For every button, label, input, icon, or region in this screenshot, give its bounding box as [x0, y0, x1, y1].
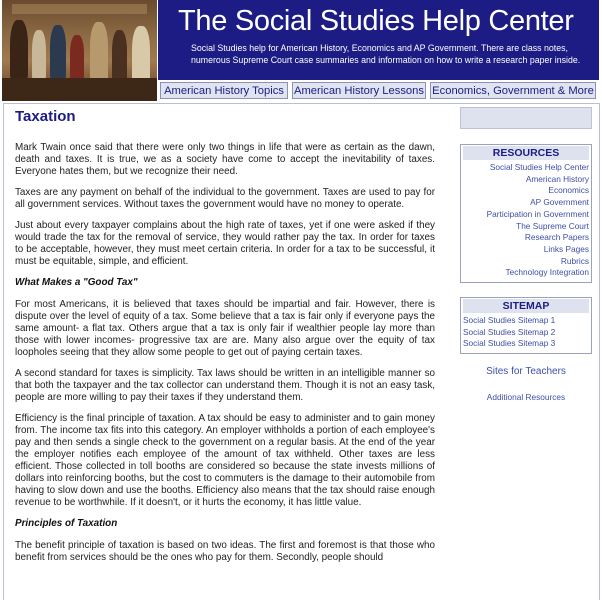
article-paragraph: Just about every taxpayer complains about the high rate of taxes, yet if one were asked if they would trade the tax for the removal of service, they would rather pay the tax. In order for taxes to be acceptable, however, they must meet certain criteria. In order for a tax to be successful, it must be equitable, simple, and efficient. [15, 220, 435, 267]
article-subheading: Principles of Taxation [15, 518, 118, 529]
resource-link-rubrics[interactable]: Rubrics [560, 255, 589, 266]
resource-link-research-papers[interactable]: Research Papers [524, 232, 589, 243]
site-title[interactable]: The Social Studies Help Center [178, 5, 574, 37]
resource-link-american-history[interactable]: American History [525, 173, 589, 184]
resource-link-social-studies-help-center[interactable]: Social Studies Help Center [489, 162, 589, 172]
sitemap-panel [460, 297, 592, 354]
search-input[interactable] [460, 107, 592, 129]
sitemap-link-2[interactable]: Social Studies Sitemap 2 [463, 326, 556, 337]
article [15, 108, 435, 573]
sites-for-teachers-link[interactable]: Sites for Teachers [486, 366, 566, 378]
additional-resources-link[interactable]: Additional Resources [486, 392, 566, 403]
article-subheading: What Makes a "Good Tax" [15, 277, 138, 288]
article-paragraph: The benefit principle of taxation is based on two ideas. The first and foremost is that those who benefit from services should be the ones who pay for them. Secondly, people should [15, 540, 435, 563]
article-paragraph: A second standard for taxes is simplicity. Tax laws should be written in an intelligible manner so that both the taxpayer and the tax collector can understand them. Though it is not an easy task, people are more willing to pay their taxes if they understand them. [15, 368, 435, 403]
title-banner [158, 0, 599, 80]
resources-title: RESOURCES [463, 146, 589, 160]
sidebar [460, 107, 592, 402]
site-description: Social Studies help for American History, Economics and AP Government. There are class notes, numerous Supreme Court case summaries and information on how to write a research paper inside. [191, 43, 581, 65]
resource-link-economics[interactable]: Economics [548, 185, 589, 196]
article-paragraph: Mark Twain once said that there were only two things in life that were as certain as the dawn, death and taxes. It is true, we as a society have come to accept the inevitability of taxes. Everyone hates them, but we recognize their need. [15, 142, 435, 177]
nav-american-history-lessons[interactable]: American History Lessons [292, 82, 426, 99]
resource-link-technology-integration[interactable]: Technology Integration [505, 267, 589, 278]
resource-link-supreme-court[interactable]: The Supreme Court [516, 220, 589, 231]
resources-panel [460, 144, 592, 283]
nav-american-history-topics[interactable]: American History Topics [160, 82, 288, 99]
site-header [0, 0, 602, 102]
sitemap-link-3[interactable]: Social Studies Sitemap 3 [463, 338, 556, 349]
resource-link-ap-government[interactable]: AP Government [530, 197, 589, 208]
article-paragraph: For most Americans, it is believed that taxes should be impartial and fair. However, there is dispute over the level of equity of a tax. Some believe that a tax is fair only if everyone pays the same amount- a flat tax. Others argue that a tax is only fair if wealthier people lay more than those with lower incomes- progressive tax are are. Many also argue over the equity of tax loopholes seeing that they allow some people to get out of paying certain taxes. [15, 299, 435, 358]
page-title: Taxation [15, 108, 76, 125]
sitemap-link-1[interactable]: Social Studies Sitemap 1 [463, 315, 556, 326]
header-painting-image [2, 0, 157, 101]
article-paragraph: Taxes are any payment on behalf of the individual to the government. Taxes are used to pay for all government services. Without taxes the government would have no money to operate. [15, 187, 435, 210]
sitemap-title: SITEMAP [463, 299, 589, 313]
nav-economics-government-more[interactable]: Economics, Government & More [430, 82, 596, 99]
article-paragraph: Efficiency is the final principle of taxation. A tax should be easy to administer and to gain money from. The income tax fits into this category. An employer withholds a portion of each employee's pay and then sends a single check to the government on a regular basis. At the end of the year the employer notifies each employee of the amount of tax withheld. Other taxes are less efficient. Those collected in toll booths are considered so because the state invests millions of dollars into reinforcing booths, but the cost to commuters is the damage to their automobile from having to slow down and use the booths. Efficiency also means that the tax should raise enough revenue to be worthwhile. If it doesn't, or it hurts the economy, it has little value. [15, 413, 435, 508]
resource-link-participation-in-government[interactable]: Participation in Government [486, 208, 589, 219]
resource-link-links-pages[interactable]: Links Pages [543, 243, 589, 254]
